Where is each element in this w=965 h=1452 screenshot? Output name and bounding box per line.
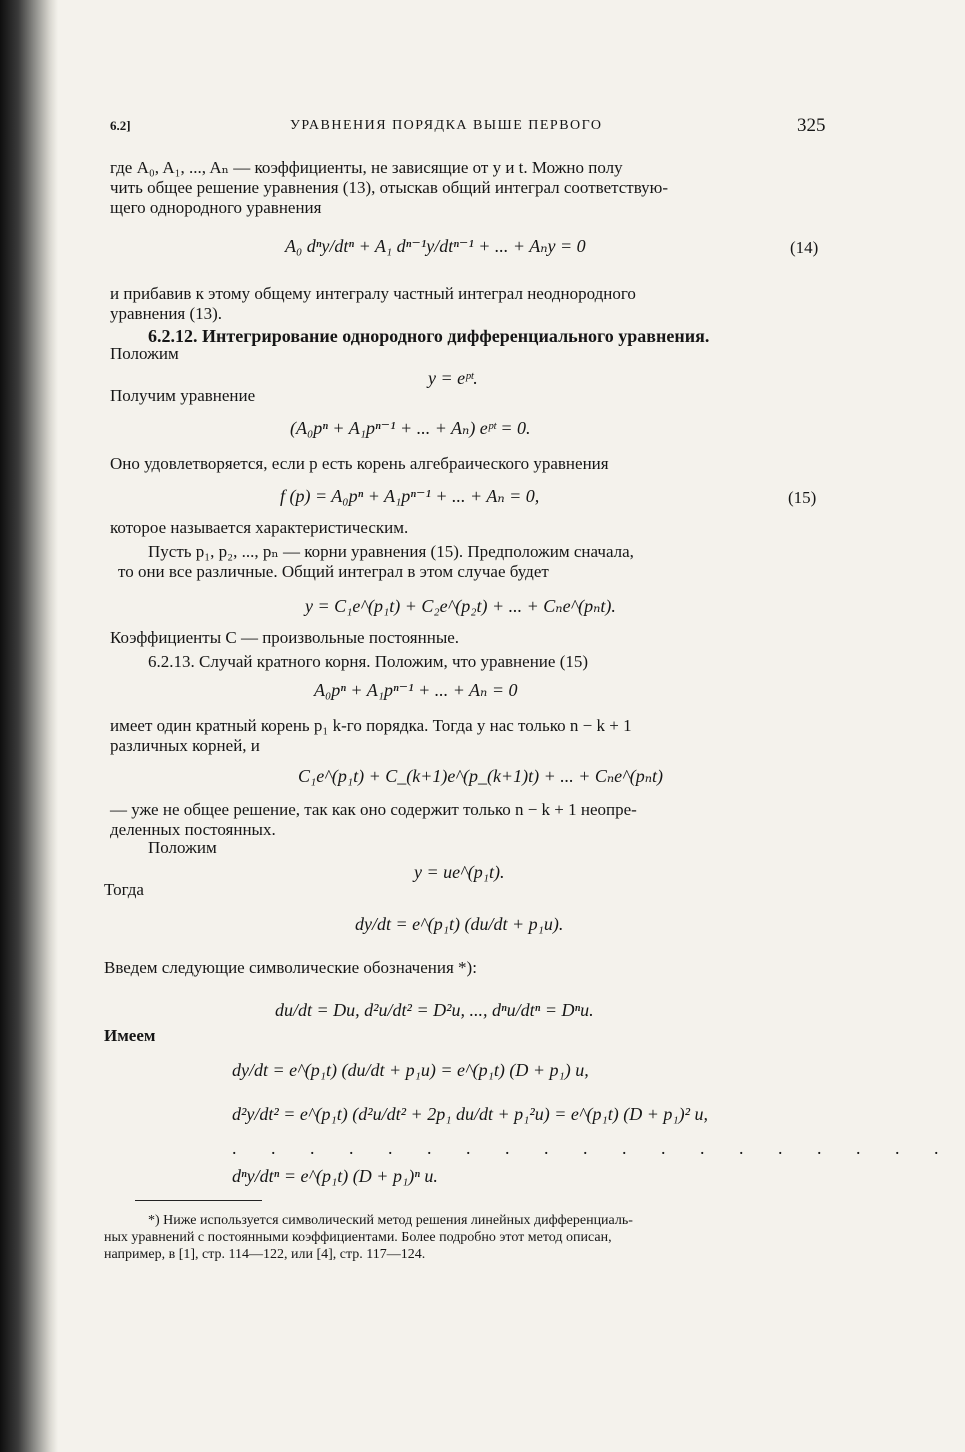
text-line: деленных постоянных.: [110, 820, 276, 839]
text-line: Коэффициенты C — произвольные постоянные.: [110, 628, 460, 647]
text-line: Имеем: [104, 1026, 156, 1045]
text-line: Положим: [110, 344, 179, 363]
equation: C₁e^(p₁t) + C_(k+1)e^(p_(k+1)t) + ... + Cₙe^(pₙt): [298, 766, 664, 786]
equation: dy/dt = e^(p₁t) (du/dt + p₁u) = e^(p₁t) (D + p₁) u,: [232, 1060, 589, 1080]
page-number: 325: [797, 115, 826, 136]
text-line: имеет один кратный корень p₁ k-го порядка. Тогда у нас только n − k + 1: [110, 716, 632, 735]
equation-number: (15): [788, 488, 817, 507]
equation: (A₀pⁿ + A₁pⁿ⁻¹ + ... + Aₙ) eᵖᵗ = 0.: [290, 418, 531, 438]
text-line: Положим: [148, 838, 217, 857]
equation-number: (14): [790, 238, 819, 257]
text-line: Оно удовлетворяется, если p есть корень алгебраического уравнения: [110, 454, 609, 473]
text-line: Пусть p₁, p₂, ..., pₙ — корни уравнения (15). Предположим сначала,: [148, 542, 634, 561]
footnote-rule: [135, 1200, 262, 1201]
header-section: 6.2]: [110, 118, 131, 133]
text-line: то они все различные. Общий интеграл в этом случае будет: [118, 562, 549, 581]
equation: y = ue^(p₁t).: [414, 862, 505, 882]
equation: y = eᵖᵗ.: [428, 368, 478, 388]
text-line: и прибавив к этому общему интегралу частный интеграл неоднородного: [110, 284, 636, 303]
text-line: Введем следующие символические обозначения *):: [104, 958, 477, 977]
equation: d²y/dt² = e^(p₁t) (d²u/dt² + 2p₁ du/dt + p₁²u) = e^(p₁t) (D + p₁)² u,: [232, 1104, 709, 1124]
scan-shadow-edge: [0, 0, 58, 1452]
equation: y = C₁e^(p₁t) + C₂e^(p₂t) + ... + Cₙe^(pₙt).: [305, 596, 616, 616]
text-line: уравнения (13).: [110, 304, 223, 323]
text-line: Получим уравнение: [110, 386, 256, 405]
equation-15: f (p) = A₀pⁿ + A₁pⁿ⁻¹ + ... + Aₙ = 0,: [280, 486, 540, 506]
text-line: Тогда: [104, 880, 144, 899]
equation: du/dt = Du, d²u/dt² = D²u, ..., dⁿu/dtⁿ = Dⁿu.: [275, 1000, 594, 1020]
equation-14: A₀ dⁿy/dtⁿ + A₁ dⁿ⁻¹y/dtⁿ⁻¹ + ... + Aₙy = 0: [285, 236, 586, 256]
text-line: чить общее решение уравнения (13), отыскав общий интеграл соответствую-: [110, 178, 669, 197]
equation: dy/dt = e^(p₁t) (du/dt + p₁u).: [355, 914, 564, 934]
equation: dⁿy/dtⁿ = e^(p₁t) (D + p₁)ⁿ u.: [232, 1166, 438, 1186]
equation: A₀pⁿ + A₁pⁿ⁻¹ + ... + Aₙ = 0: [314, 680, 518, 700]
ellipsis-dots: . . . . . . . . . . . . . . . . . . .: [232, 1138, 954, 1158]
footnote-line: например, в [1], стр. 114—122, или [4], стр. 117—124.: [104, 1247, 426, 1262]
running-title: УРАВНЕНИЯ ПОРЯДКА ВЫШЕ ПЕРВОГО: [290, 118, 603, 133]
text-line: щего однородного уравнения: [110, 198, 322, 217]
section-heading: 6.2.13. Случай кратного корня. Положим, что уравнение (15): [148, 652, 589, 671]
text-line: — уже не общее решение, так как оно содержит только n − k + 1 неопре-: [110, 800, 637, 819]
footnote-line: *) Ниже используется символический метод решения линейных дифференциаль-: [148, 1213, 633, 1228]
footnote-line: ных уравнений с постоянными коэффициентами. Более подробно этот метод описан,: [104, 1230, 612, 1245]
section-heading: 6.2.12. Интегрирование однородного дифференциального уравнения.: [148, 326, 710, 346]
text-line: где A₀, A₁, ..., Aₙ — коэффициенты, не зависящие от y и t. Можно полу: [110, 158, 623, 177]
text-line: различных корней, и: [110, 736, 260, 755]
text-line: которое называется характеристическим.: [110, 518, 409, 537]
